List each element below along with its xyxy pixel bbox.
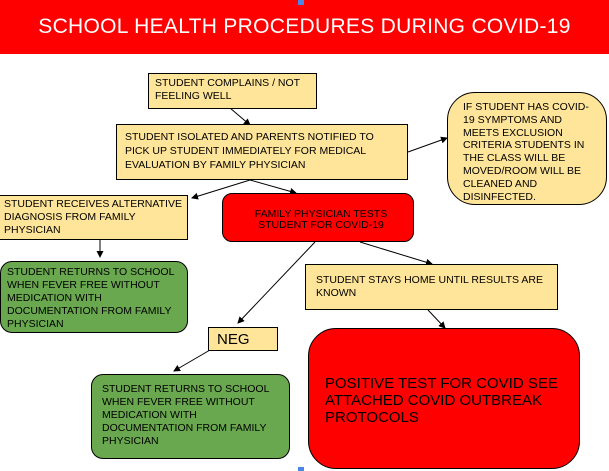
arrow-isolated-to-symptoms xyxy=(408,138,447,152)
arrow-tests-to-neg xyxy=(238,242,315,323)
neg-label-box: NEG xyxy=(208,327,278,351)
alternative-diagnosis-box: STUDENT RECEIVES ALTERNATIVE DIAGNOSIS FROM FAMILY PHYSICIAN xyxy=(0,195,188,240)
returns-to-school-box-2: STUDENT RETURNS TO SCHOOL WHEN FEVER FREE WITHOUT MEDICATION WITH DOCUMENTATION FROM FAMILY PHYSICIAN xyxy=(91,374,290,459)
physician-tests-box: FAMILY PHYSICIAN TESTS STUDENT FOR COVID-19 xyxy=(222,193,414,242)
page-title: SCHOOL HEALTH PROCEDURES DURING COVID-19 xyxy=(38,15,571,38)
arrow-isolated-to-tests xyxy=(250,180,296,193)
stays-home-box: STUDENT STAYS HOME UNTIL RESULTS ARE KNOWN xyxy=(305,264,558,310)
symptoms-box: IF STUDENT HAS COVID-19 SYMPTOMS AND MEETS EXCLUSION CRITERIA STUDENTS IN THE CLASS WILL BE MOVED/ROOM WILL BE CLEANED AND DISINFECTED. xyxy=(447,92,607,205)
returns-to-school-box-1: STUDENT RETURNS TO SCHOOL WHEN FEVER FREE WITHOUT MEDICATION WITH DOCUMENTATION FROM FAMILY PHYSICIAN xyxy=(0,261,188,333)
isolated-box: STUDENT ISOLATED AND PARENTS NOTIFIED TO PICK UP STUDENT IMMEDIATELY FOR MEDICAL EVALUATION BY FAMILY PHYSICIAN xyxy=(116,124,408,180)
arrow-tests-to-stays-home xyxy=(360,242,432,264)
positive-test-box: POSITIVE TEST FOR COVID SEE ATTACHED COVID OUTBREAK PROTOCOLS xyxy=(308,328,580,469)
arrow-neg-to-returns xyxy=(174,350,210,371)
arrow-complaint-to-isolated xyxy=(230,108,250,125)
complaint-box: STUDENT COMPLAINS / NOT FEELING WELL xyxy=(148,73,317,109)
arrow-stays-home-to-positive xyxy=(428,310,445,328)
